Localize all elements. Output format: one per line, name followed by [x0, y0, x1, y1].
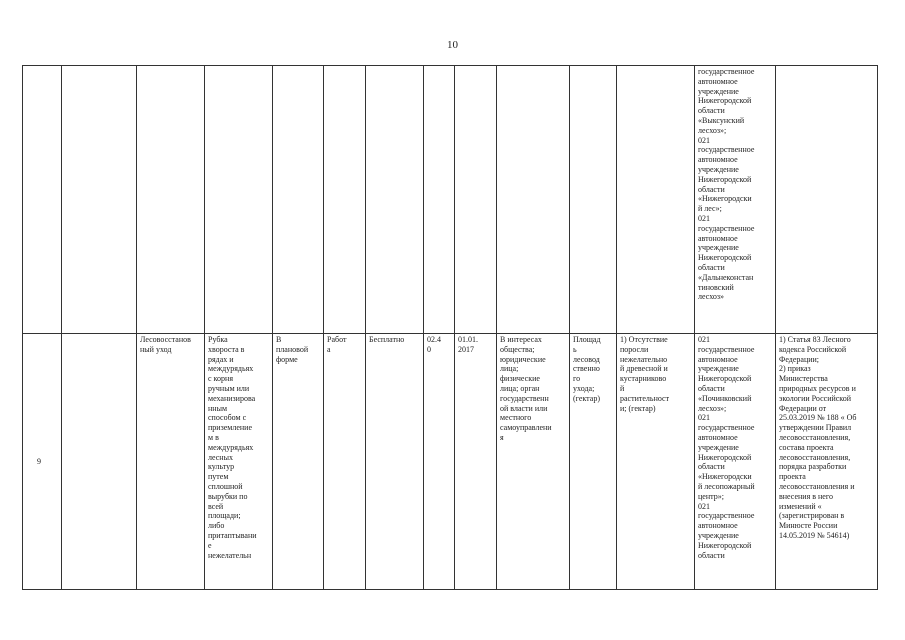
executors-cell: 021 государственное автономное учреждение Нижегородской области «Починковский лесхоз»; 021 государственное автономное учреждение Нижегородской области «Нижегородски й лесопожарный центр»; 021 государственное автономное учреждение Нижегородской области — [695, 334, 776, 590]
date-cell: 01.01. 2017 — [455, 334, 497, 590]
service-form-cell: В плановой форме — [273, 334, 324, 590]
service-name-cell: Лесовосстанов ный уход — [137, 334, 205, 590]
table-cell — [366, 66, 424, 334]
table-cell — [137, 66, 205, 334]
table-cell — [776, 66, 878, 334]
table-cell — [617, 66, 695, 334]
payment-cell: Бесплатно — [366, 334, 424, 590]
services-table — [22, 65, 878, 590]
service-type-cell: Работ а — [324, 334, 366, 590]
table-cell — [570, 66, 617, 334]
table-row-continuation — [23, 66, 878, 334]
table-cell — [497, 66, 570, 334]
legal-basis-cell: 1) Статья 83 Лесного кодекса Российской Федерации; 2) приказ Министерства природных ресурсов и экологии Российской Федерации от 25.03.2019 № 188 « Об утверждении Правил лесовосстановления, состава проекта лесовосстановления, порядка разработки проекта лесовосстановления и внесения в него изменений « (зарегистрирован в Минюсте России 14.05.2019 № 54614) — [776, 334, 878, 590]
table-cell — [205, 66, 273, 334]
table-cell — [62, 66, 137, 334]
row-number-cell: 9 — [23, 334, 62, 590]
okved-code-cell: 02.4 0 — [424, 334, 455, 590]
service-content-cell: Рубка хвороста в рядах и междурядьях с корня ручным или механизирова нным способом с приземление м в междурядьях лесных культур путем сплошной вырубки по всей площади; либо притаптывани е нежелательн — [205, 334, 273, 590]
table-row-9 — [23, 334, 878, 590]
table-cell — [455, 66, 497, 334]
table-cell — [23, 66, 62, 334]
table-cell — [62, 334, 137, 590]
quality-indicator-cell: 1) Отсутствие поросли нежелательно й древесной и кустарниково й растительност и; (гектар) — [617, 334, 695, 590]
table-cell — [324, 66, 366, 334]
table-cell — [273, 66, 324, 334]
table-cell — [424, 66, 455, 334]
volume-indicator-cell: Площад ь лесовод ственно го ухода; (гектар) — [570, 334, 617, 590]
executors-cell: государственное автономное учреждение Нижегородской области «Выксунский лесхоз»; 021 государственное автономное учреждение Нижегородской области «Нижегородски й лес»; 021 государственное автономное учреждение Нижегородской области «Дальнеконстан тиновский лесхоз» — [695, 66, 776, 334]
page-number: 10 — [447, 39, 458, 51]
consumers-cell: В интересах общества; юридические лица; физические лица; орган государственн ой власти или местного самоуправлени я — [497, 334, 570, 590]
